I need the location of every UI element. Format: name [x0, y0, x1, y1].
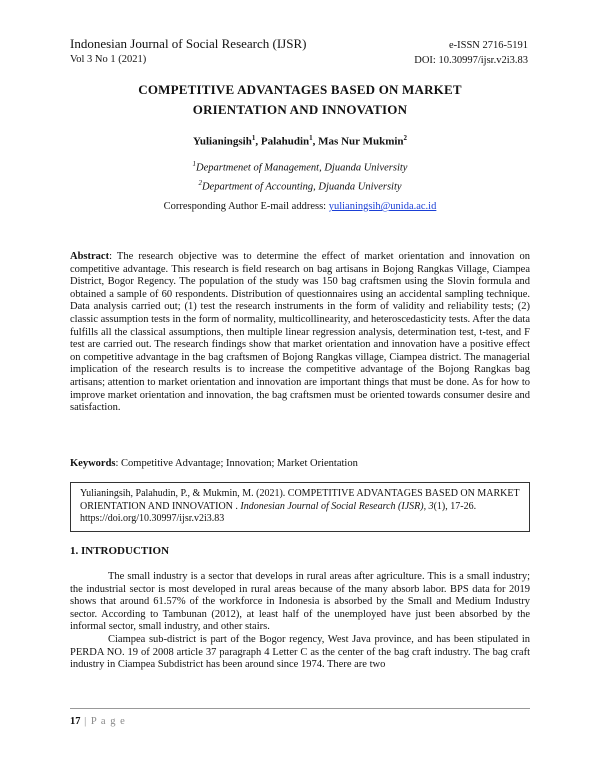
keywords-text: : Competitive Advantage; Innovation; Market Orientation	[115, 458, 358, 469]
author-affil-mark: 1	[251, 134, 256, 142]
affil-mark: 2	[198, 178, 202, 187]
corresponding-author	[0, 201, 600, 212]
abstract-label: Abstract	[70, 251, 110, 262]
journal-name: Indonesian Journal of Social Research (IJSR)	[70, 36, 307, 51]
running-header-right	[414, 38, 528, 68]
author-name: Mas Nur Mukmin	[318, 135, 404, 148]
abstract	[70, 251, 530, 415]
author-name: Palahudin	[260, 135, 310, 148]
corresponding-label: Corresponding Author E-mail address:	[163, 201, 329, 212]
eissn: e-ISSN 2716-5191	[448, 40, 528, 51]
running-header-left	[70, 36, 306, 68]
paragraph: Ciampea sub-district is part of the Bogor regency, West Java province, and has been stipulated in PERDA NO. 19 of 2008 article 37 paragraph 4 Letter C as the center of the bag craft industry. The bag craft industry in Ciampea Subdistrict has been around since 1974. There are two	[70, 633, 530, 671]
author-separator: ,	[312, 135, 319, 148]
citation-journal: Indonesian Journal of Social Research (IJSR), 3	[240, 500, 434, 512]
page-footer	[70, 716, 126, 727]
email-link[interactable]: yulianingsih@unida.ac.id	[328, 201, 437, 212]
abstract-text: : The research objective was to determine the effect of market orientation and innovation on competitive advantage. This research is field research on bag artisans in Bojong Rangkas Village, Ciampea District, Bogor Regency. The population of the study was 150 bag craftsmen using the Slovin formula and obtained a sample of 60 respondents. Distribution of questionnaires using an accidental sampling technique. Data analysis carried out; (1) test the research instruments in the form of validity and reliability tests; (2) classic assumption tests in the form of normality, multicollinearity, and heteroscedasticity tests. After the data fulfills all the classical assumptions, then multiple linear regression analysis, determination test, t-test, and F test are carried out. The research findings show that market orientation and innovation have a positive effect on competitive advantage in the bag craftsmen of Bojong Rangkas village, Ciampea district. The managerial implication of the research results is to increase the competitive advantage of the Bojong Rangkas bag artisans; attention to market orientation and innovation are important things that must be done. As for how to improve market orientation and innovation, the bag craftsmen must be oriented towards consumer desire and satisfaction.	[70, 251, 530, 414]
affiliation-1	[0, 157, 600, 176]
affil-text: Department of Accounting, Djuanda University	[201, 181, 402, 192]
paper-title	[60, 80, 540, 120]
author-separator: ,	[255, 135, 261, 148]
body-text	[70, 571, 530, 672]
affil-text: Departmenet of Management, Djuanda University	[196, 162, 408, 174]
footer-separator: |	[80, 716, 91, 727]
footer-divider	[70, 708, 530, 709]
author-list	[0, 134, 600, 148]
author-name: Yulianingsih	[192, 135, 252, 148]
page-label: P a g e	[90, 716, 126, 727]
affiliation-2	[0, 176, 600, 195]
paragraph: The small industry is a sector that develops in rural areas after agriculture. This is a small industry; the industrial sector is most developed in rural areas because of the many absorb labor. BPS data for 2019 shows that around 61.57% of the workforce in Indonesia is absorbed by the Small and Medium Industry sector. According to Tambunan (2012), at least half of the unemployed have just been absorbed by the informal sector, small industry, and other stairs.	[70, 571, 530, 633]
page-number: 17	[70, 716, 81, 727]
affiliations	[0, 157, 600, 194]
keywords-label: Keywords	[70, 458, 116, 469]
citation-text: Yulianingsih, Palahudin, P., & Mukmin, M. (2021). COMPETITIVE ADVANTAGES BASED ON MARKET ORIENTATION AND INNOVATION .	[80, 488, 520, 512]
citation-box	[70, 482, 530, 532]
paper-title-line-1: COMPETITIVE ADVANTAGES BASED ON MARKET	[138, 82, 462, 97]
section-heading: 1. INTRODUCTION	[70, 545, 170, 557]
doi: DOI: 10.30997/ijsr.v2i3.83	[414, 55, 528, 66]
keywords	[70, 458, 530, 469]
author-affil-mark: 1	[309, 134, 313, 142]
citation-tail: (1), 17-26. https://doi.org/10.30997/ijsr.v2i3.83	[80, 500, 477, 524]
paper-title-line-2: ORIENTATION AND INNOVATION	[192, 102, 408, 117]
volume-info: Vol 3 No 1 (2021)	[70, 54, 147, 65]
author-affil-mark: 2	[403, 134, 408, 142]
affil-mark: 1	[192, 160, 197, 168]
